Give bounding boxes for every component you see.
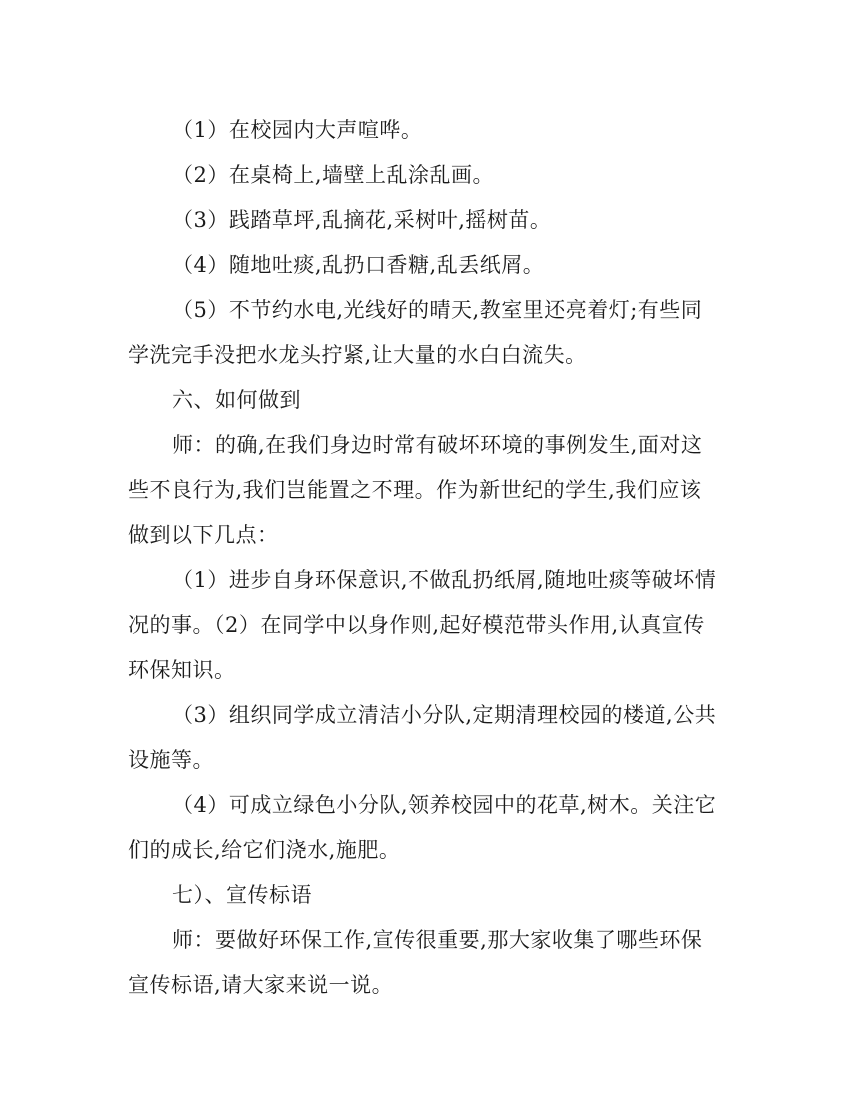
item-1-shouting: （1）在校园内大声喧哗。 (172, 118, 423, 142)
item-4-litter: （4）随地吐痰,乱扔口香糖,乱丢纸屑。 (172, 253, 545, 277)
teacher-paragraph-line3: 做到以下几点： (128, 523, 279, 547)
point-1-line1: （1）进步自身环保意识,不做乱扔纸屑,随地吐痰等破坏情 (172, 568, 717, 592)
teacher-paragraph-line1: 师：的确,在我们身边时常有破坏环境的事例发生,面对这 (172, 433, 703, 457)
slogan-paragraph-line1: 师：要做好环保工作,宣传很重要,那大家收集了哪些环保 (172, 928, 703, 952)
item-3-lawn: （3）践踏草坪,乱摘花,采树叶,摇树苗。 (172, 208, 552, 232)
item-5-waste-line2: 学洗完手没把水龙头拧紧,让大量的水白白流失。 (128, 343, 587, 367)
point-4-line2: 们的成长,给它们浇水,施肥。 (128, 838, 401, 862)
slogan-paragraph-line2: 宣传标语,请大家来说一说。 (128, 973, 394, 997)
section-seven-heading: 七）、宣传标语 (172, 883, 312, 907)
section-six-heading: 六、如何做到 (172, 388, 301, 412)
point-3-line1: （3）组织同学成立清洁小分队,定期清理校园的楼道,公共 (172, 703, 717, 727)
point-1-line3: 环保知识。 (128, 658, 236, 682)
point-4-line1: （4）可成立绿色小分队,领养校园中的花草,树木。关注它 (172, 793, 717, 817)
item-5-waste-line1: （5）不节约水电,光线好的晴天,教室里还亮着灯;有些同 (172, 298, 703, 322)
point-3-line2: 设施等。 (128, 748, 214, 772)
teacher-paragraph-line2: 些不良行为,我们岂能置之不理。作为新世纪的学生,我们应该 (128, 478, 702, 502)
item-2-graffiti: （2）在桌椅上,墙壁上乱涂乱画。 (172, 163, 495, 187)
point-1-line2: 况的事。（2）在同学中以身作则,起好模范带头作用,认真宣传 (128, 613, 705, 637)
